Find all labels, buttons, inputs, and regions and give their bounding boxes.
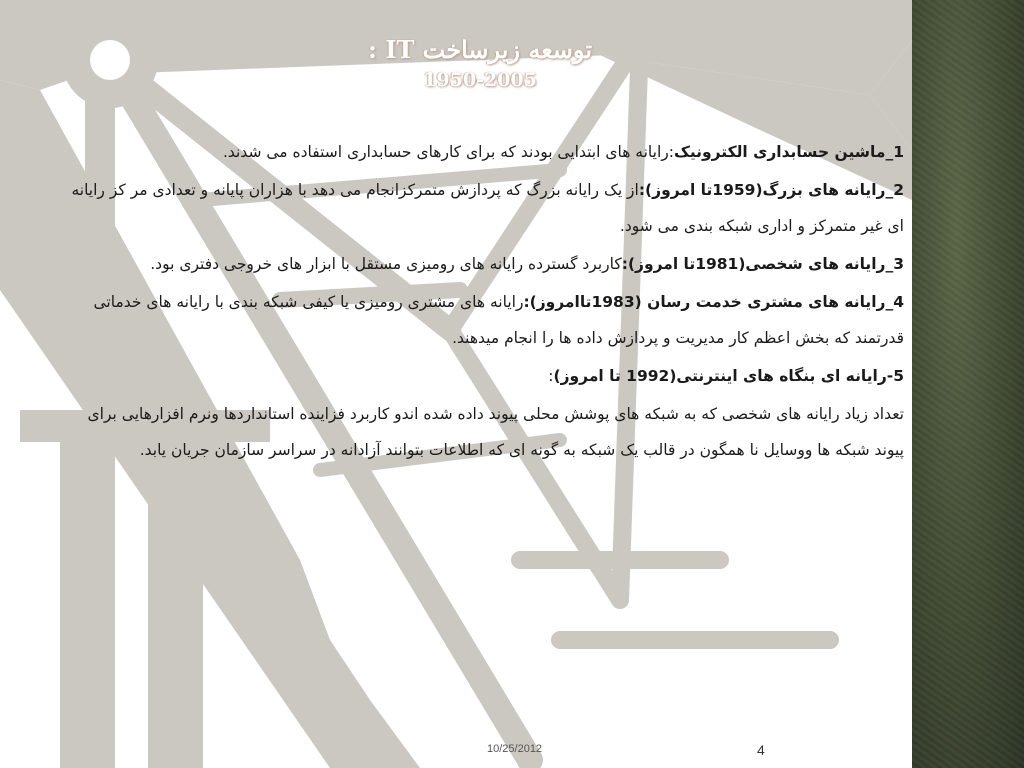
slide-title — [330, 34, 630, 94]
item-text: رایانه های مشتری رومیزی یا کیفی شبکه بندی با رایانه های خدماتی قدرتمند که بخش اعظم کار مدیریت و پردازش داده ها را انجام میدهند. — [93, 293, 904, 347]
item-heading: 2_رایانه های بزرگ(1959تا امروز): — [638, 181, 904, 199]
content-list — [62, 134, 904, 470]
item-text: : — [548, 367, 554, 385]
list-item — [62, 246, 904, 282]
item-heading: 3_رایانه های شخصی(1981تا امروز): — [621, 255, 904, 273]
item-text: از یک رایانه بزرگ که پردازش متمرکزانجام می دهد با هزاران پایانه و تعدادی مر کز رایانه ای غیر متمرکز و اداری شبکه بندی می شود. — [71, 181, 904, 235]
list-item — [62, 358, 904, 394]
item-text: تعداد زیاد رایانه های شخصی که به شبکه های پوشش محلی پیوند داده شده اندو کاربرد فزاینده استانداردها ونرم افزارهایی برای پیوند شبکه ها ووسایل نا همگون در قالب یک شبکه به گونه ای که اطلاعات بتوانند آزادانه در سراسر سازمان جریان یابد. — [87, 405, 904, 459]
title-text: توسعه زیرساخت IT : — [368, 35, 592, 64]
list-item — [62, 172, 904, 244]
page-number: 4 — [757, 742, 765, 758]
footer-date: 10/25/2012 — [487, 743, 543, 755]
item-heading: 4_رایانه های مشتری خدمت رسان (1983تاامروز): — [523, 293, 904, 311]
side-decor-panel — [912, 0, 1024, 768]
list-item — [62, 134, 904, 170]
list-item — [62, 396, 904, 468]
item-text: :رایانه های ابتدایی بودند که برای کارهای حسابداری استفاده می شدند. — [222, 143, 674, 161]
title-years: 1950-2005 — [423, 69, 537, 91]
list-item — [62, 284, 904, 356]
item-heading: 1_ماشین حسابداری الکترونیک — [673, 143, 904, 161]
item-heading: 5-رایانه ای بنگاه های اینترنتی(1992 تا امروز) — [553, 367, 904, 385]
item-text: کاربرد گسترده رایانه های رومیزی مستقل با ابزار های خروجی دفتری بود. — [150, 255, 622, 273]
